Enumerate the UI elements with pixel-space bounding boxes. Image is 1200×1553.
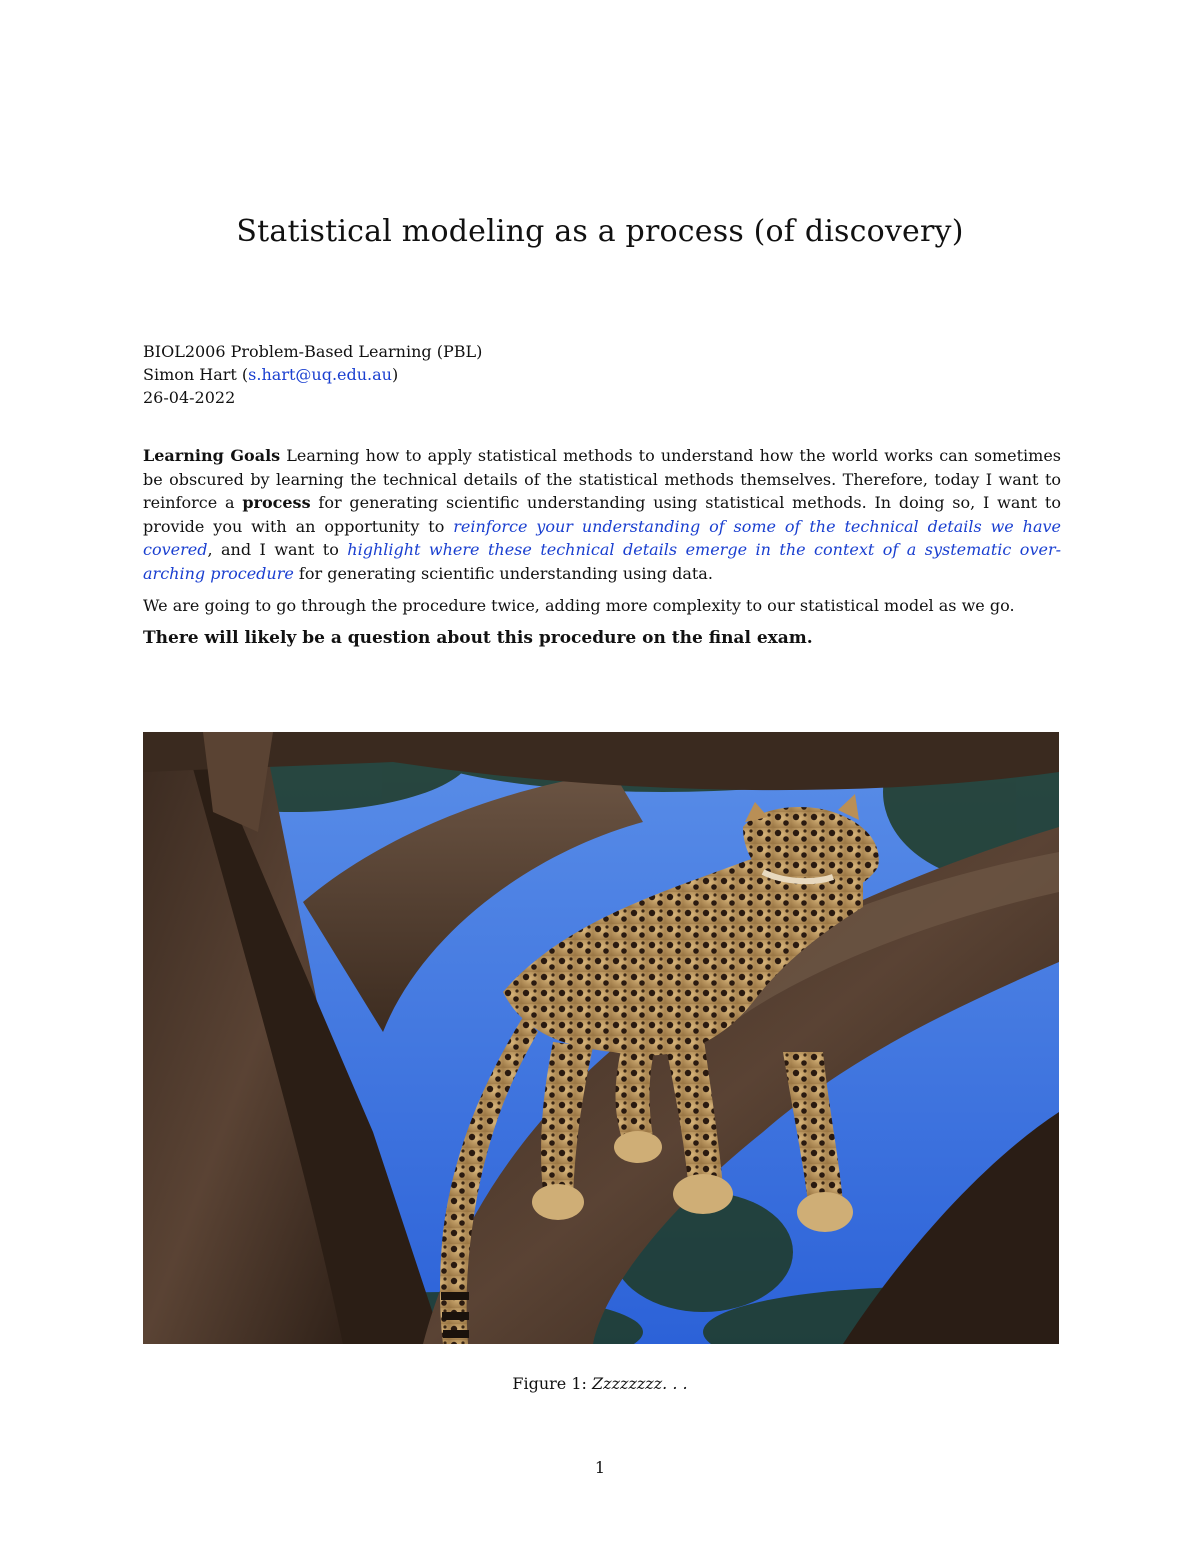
author-line — [143, 363, 482, 386]
figure-label: Figure 1: — [512, 1374, 587, 1393]
learning-goals-heading: Learning Goals — [143, 446, 281, 465]
author-suffix: ) — [391, 365, 399, 384]
learning-goals-text-2: for generating scientific understanding using statistical methods. In doing so, I want to provide you with an opportunity to — [143, 493, 1061, 536]
main-text — [143, 444, 1061, 659]
leopard-photo — [143, 732, 1059, 1344]
learning-goals-text-1: Learning how to apply statistical methods to understand how the world works can sometimes be obscured by learning the technical details of the statistical methods themselves. Therefore, today I want to reinforce a — [143, 446, 1061, 512]
learning-goals-text-3: , and I want to — [207, 540, 348, 559]
emphasis-over-arching-procedure: highlight where these technical details emerge in the context of a systematic over-arching procedure — [143, 540, 1062, 583]
course-line: BIOL2006 Problem-Based Learning (PBL) — [143, 342, 483, 361]
author-name: Simon Hart ( — [143, 365, 249, 384]
page-title: Statistical modeling as a process (of discovery) — [236, 214, 964, 249]
date-line: 26-04-2022 — [143, 388, 236, 407]
figure-caption-text: Zzzzzzzz. . . — [592, 1374, 688, 1393]
emphasis-technical-details: reinforce your understanding of some of the technical details we have covered — [143, 516, 1062, 559]
learning-goals-text-4: for generating scientific understanding using data. — [293, 563, 713, 583]
exam-note: There will likely be a question about this procedure on the final exam. — [143, 627, 813, 648]
procedure-paragraph: We are going to go through the procedure twice, adding more complexity to our statistical model as we go. — [143, 596, 1015, 615]
document-meta — [143, 340, 482, 409]
learning-goals-paragraph — [143, 444, 1061, 585]
process-keyword: process — [242, 493, 311, 512]
figure-leopard-image — [143, 732, 1059, 1344]
author-email-link[interactable]: s.hart@uq.edu.au — [248, 365, 392, 384]
figure-caption — [0, 1374, 1200, 1393]
page-number: 1 — [594, 1458, 606, 1477]
